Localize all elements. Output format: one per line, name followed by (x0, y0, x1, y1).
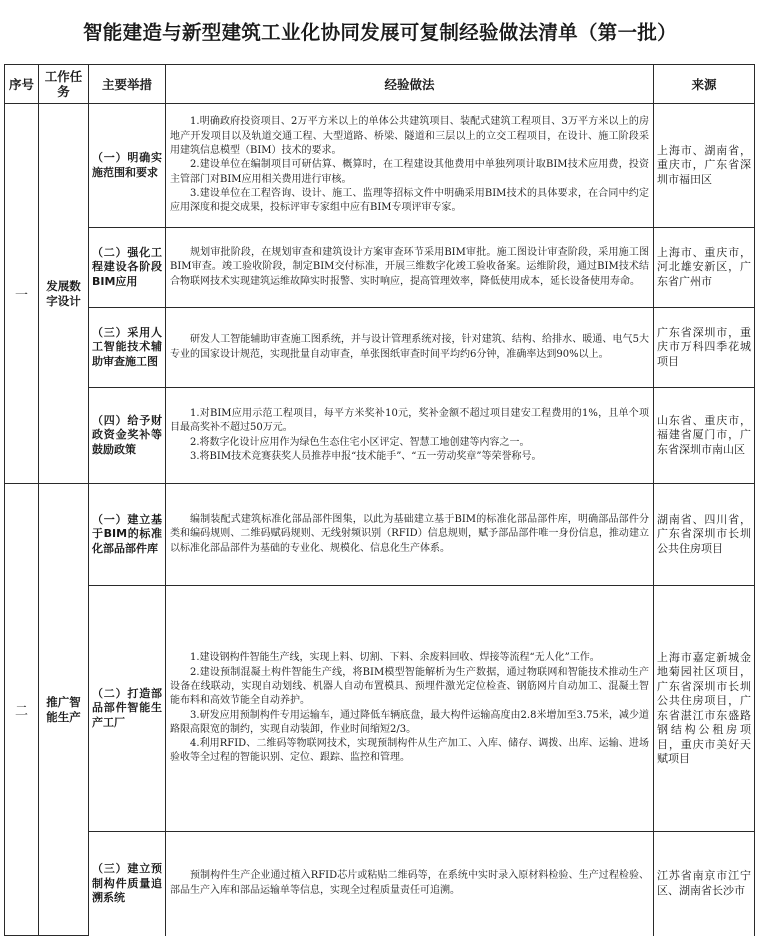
practice-paragraph: 研发人工智能辅助审查施工图系统，并与设计管理系统对接，针对建筑、结构、给排水、暖通、电气5大专业的国家设计规范，实现批量自动审查，单张图纸审查时间平均约6分钟，准确率达到90%以上。 (170, 334, 649, 360)
practice-paragraph: 1.对BIM应用示范工程项目，每平方米奖补10元，奖补金额不超过项目建安工程费用的1%，且单个项目最高奖补不超过50万元。 (170, 407, 649, 434)
practice-text (166, 832, 654, 936)
main-measure: （四）给予财政资金奖补等鼓励政策 (89, 388, 166, 484)
header-row (5, 65, 755, 104)
table-row (5, 484, 755, 586)
practice-text (166, 388, 654, 484)
source-text: 上海市、湖南省，重庆市，广东省深圳市福田区 (654, 104, 755, 228)
practice-paragraph: 2.建设预制混凝土构件智能生产线，将BIM模型智能解析为生产数据，通过物联网和智能技术推动生产设备在线联动，实现自动划线、机器人自动布置模具、预埋件激光定位检查、钢筋网片自动加工、混凝土智能布料和高效节能全自动养护。 (170, 666, 649, 707)
practice-text (166, 484, 654, 586)
header-task: 工作任务 (39, 65, 89, 104)
practice-text (166, 104, 654, 228)
practice-text (166, 586, 654, 832)
main-measure: （一）明确实施范围和要求 (89, 104, 166, 228)
header-index: 序号 (5, 65, 39, 104)
practice-paragraph: 4.利用RFID、二维码等物联网技术，实现预制构件从生产加工、入库、储存、调拨、出库、运输、进场验收等全过程的智能识别、定位、跟踪、监控和管理。 (170, 738, 649, 764)
row-index: 二 (5, 484, 39, 936)
practice-paragraph: 编制装配式建筑标准化部品部件图集，以此为基础建立基于BIM的标准化部品部件库，明确部品部件分类和编码规则、二维码赋码规则、无线射频识别（RFID）信息规则，赋予部品部件唯一身份信息，推动建立以标准化部品部件为基础的专业化、规模化、信息化生产体系。 (170, 514, 649, 554)
practice-paragraph: 1.明确政府投资项目、2万平方米以上的单体公共建筑项目、装配式建筑工程项目、3万平方米以上的房地产开发项目以及轨道交通工程、大型道路、桥梁、隧道和三层以上的立交工程项目，在设计、施工阶段采用建筑信息模型（BIM）技术的要求。 (170, 116, 649, 157)
practice-paragraph: 1.建设钢构件智能生产线，实现上料、切割、下料、余废料回收、焊接等流程“无人化”工作。 (190, 652, 600, 664)
table-row (5, 586, 755, 832)
source-text: 上海市、重庆市，河北雄安新区，广东省广州市 (654, 228, 755, 308)
source-text: 广东省深圳市，重庆市万科四季花城项目 (654, 308, 755, 388)
practice-paragraph: 3.研发应用预制构件专用运输车，通过降低车辆底盘，最大构件运输高度由2.8米增加至3.75米，减少道路限高限宽的制约，实现自动装卸，作业时间缩短2/3。 (170, 709, 649, 735)
main-measure: （三）建立预制构件质量追溯系统 (89, 832, 166, 936)
table-row (5, 104, 755, 228)
practice-paragraph: 2.将数字化设计应用作为绿色生态住宅小区评定、智慧工地创建等内容之一。 (190, 436, 530, 448)
header-source: 来源 (654, 65, 755, 104)
header-measure: 主要举措 (89, 65, 166, 104)
main-measure: （二）强化工程建设各阶段BIM应用 (89, 228, 166, 308)
table-row (5, 308, 755, 388)
practice-text (166, 308, 654, 388)
practice-paragraph: 3.建设单位在工程咨询、设计、施工、监理等招标文件中明确采用BIM技术的具体要求，在合同中约定应用深度和提交成果，投标评审专家组中应有BIM专项评审专家。 (170, 187, 649, 214)
table-row (5, 832, 755, 936)
practice-paragraph: 预制构件生产企业通过植入RFID芯片或粘贴二维码等，在系统中实时录入原材料检验、生产过程检验、部品生产入库和部品运输单等信息，实现全过程质量责任可追溯。 (170, 870, 649, 896)
source-text: 山东省、重庆市，福建省厦门市，广东省深圳市南山区 (654, 388, 755, 484)
main-measure: （三）采用人工智能技术辅助审查施工图 (89, 308, 166, 388)
practice-paragraph: 规划审批阶段，在规划审查和建筑设计方案审查环节采用BIM审批。施工图设计审查阶段，采用施工图BIM审查。竣工验收阶段，制定BIM交付标准，开展三维数字化竣工验收备案。运维阶段，通过BIM技术结合物联网技术实现建筑运维故障实时报警、实时响应，提高管理效率，降低使用成本，延长设备使用寿命。 (170, 247, 649, 287)
source-text: 江苏省南京市江宁区、湖南省长沙市 (654, 832, 755, 936)
work-task: 发展数字设计 (39, 104, 89, 484)
source-text: 上海市嘉定新城金地菊园社区项目，广东省深圳市长圳公共住房项目，广东省湛江市东盛路钢结构公租房项目，重庆市美好天赋项目 (654, 586, 755, 832)
practice-paragraph: 2.建设单位在编制项目可研估算、概算时，在工程建设其他费用中单独列项计取BIM技术应用费，投资主管部门对BIM应用相关费用进行审核。 (170, 159, 649, 185)
practice-text (166, 228, 654, 308)
practice-paragraph: 3.将BIM技术竞赛获奖人员推荐申报“技术能手”、“五一劳动奖章”等荣誉称号。 (190, 450, 542, 462)
row-index: 一 (5, 104, 39, 484)
main-measure: （二）打造部品部件智能生产工厂 (89, 586, 166, 832)
main-measure: （一）建立基于BIM的标准化部品部件库 (89, 484, 166, 586)
table-row (5, 388, 755, 484)
header-practice: 经验做法 (166, 65, 654, 104)
document-title: 智能建造与新型建筑工业化协同发展可复制经验做法清单（第一批） (82, 21, 677, 44)
source-text: 湖南省、四川省，广东省深圳市长圳公共住房项目 (654, 484, 755, 586)
table-row (5, 228, 755, 308)
experience-table (4, 64, 755, 936)
work-task: 推广智能生产 (39, 484, 89, 936)
